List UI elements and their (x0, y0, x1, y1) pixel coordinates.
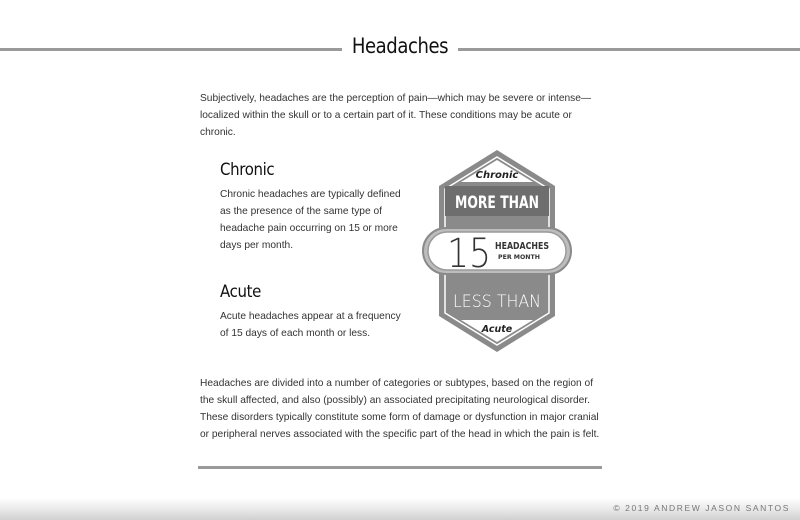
copyright-text: © 2019 ANDREW JASON SANTOS (613, 503, 790, 513)
badge-number: 15 (447, 231, 491, 277)
badge-bottom-label: Acute (481, 324, 513, 335)
intro-paragraph: Subjectively, headaches are the perception of pain—which may be severe or intense—localized within the skull or to a certain part of it. These conditions may be acute or chronic. (200, 93, 592, 138)
title-rule-right (458, 48, 800, 51)
acute-heading: Acute (220, 282, 261, 302)
badge-more-than: MORE THAN (455, 193, 539, 213)
bottom-rule (198, 466, 602, 469)
badge-unit: HEADACHES (495, 241, 549, 252)
headache-frequency-badge (419, 150, 575, 352)
chronic-description: Chronic headaches are typically defined as the presence of the same type of headache pain occurring on 15 or more days per month. (220, 189, 401, 251)
badge-unit-sub: PER MONTH (498, 253, 540, 261)
acute-description: Acute headaches appear at a frequency of 15 days of each month or less. (220, 311, 401, 339)
badge-less-than: LESS THAN (453, 292, 541, 312)
page-title: Headaches (351, 34, 449, 58)
badge-top-label: Chronic (475, 170, 519, 181)
chronic-heading: Chronic (220, 160, 275, 180)
outro-paragraph: Headaches are divided into a number of categories or subtypes, based on the region of the skull affected, and also (possibly) an associated precipitating neurological disorder. These disorders typically constitute some form of damage or dysfunction in major cranial or peripheral nerves associated with the specific part of the head in which the pain is felt. (200, 378, 600, 440)
